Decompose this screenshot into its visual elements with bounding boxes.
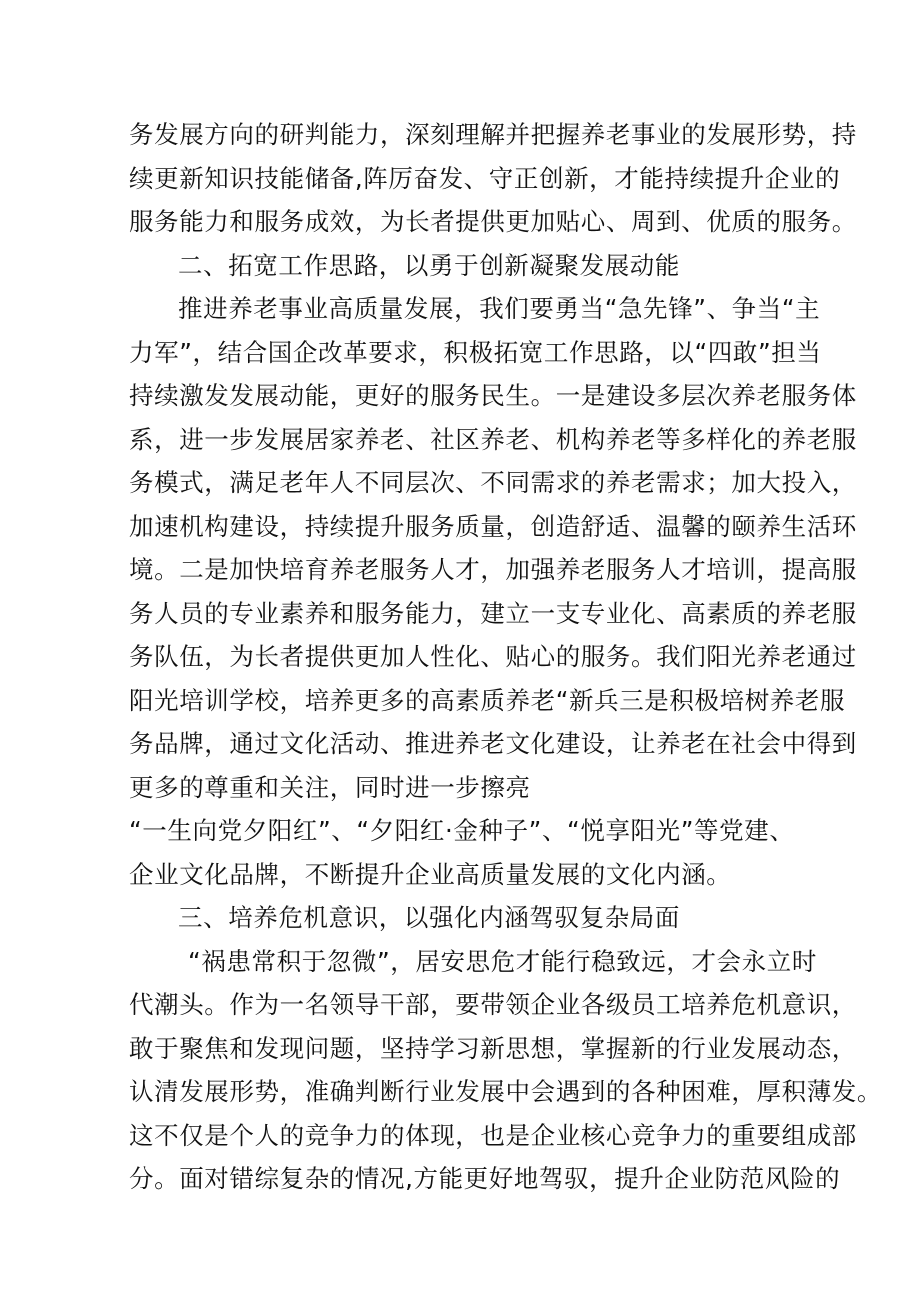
body-line-12: 务人员的专业素养和服务能力，建立一支专业化、高素质的养老服 [129, 599, 857, 628]
body-line-3: 服务能力和服务成效，为长者提供更加贴心、周到、优质的服务。 [129, 207, 857, 236]
body-line-9: 务模式，满足老年人不同层次、不同需求的养老需求；加大投入， [129, 468, 857, 497]
body-line-1: 务发展方向的研判能力，深刻理解并把握养老事业的发展形势，持 [129, 120, 857, 149]
body-line-20: “祸患常积于忽微”，居安思危才能行稳致远，才会永立时 [188, 947, 817, 976]
body-line-23: 认清发展形势，准确判断行业发展中会遇到的各种困难，厚积薄发。 [129, 1077, 882, 1106]
body-line-7: 持续激发发展动能，更好的服务民生。一是建设多层次养老服务体 [129, 381, 857, 410]
body-line-21: 代潮头。作为一名领导干部，要带领企业各级员工培养危机意识， [129, 990, 857, 1019]
body-line-10: 加速机构建设，持续提升服务质量，创造舒适、温馨的颐养生活环 [129, 512, 857, 541]
body-line-13: 务队伍，为长者提供更加人性化、贴心的服务。我们阳光养老通过 [129, 642, 857, 671]
body-line-6: 力军”，结合国企改革要求，积极拓宽工作思路，以“四敢”担当 [129, 338, 822, 367]
section-heading-3: 三、培养危机意识，以强化内涵驾驭复杂局面 [178, 903, 680, 932]
body-line-14: 阳光培训学校，培养更多的高素质养老“新兵三是积极培树养老服 [129, 686, 846, 715]
body-line-2: 续更新知识技能储备,阵厉奋发、守正创新，才能持续提升企业的 [129, 164, 841, 193]
body-line-18: 企业文化品牌，不断提升企业高质量发展的文化内涵。 [129, 860, 732, 889]
body-line-25: 分。面对错综复杂的情况,方能更好地驾驭，提升企业防范风险的 [129, 1164, 841, 1193]
body-line-22: 敢于聚焦和发现问题，坚持学习新思想，掌握新的行业发展动态， [129, 1034, 857, 1063]
body-line-15: 务品牌，通过文化活动、推进养老文化建设，让养老在社会中得到 [129, 729, 857, 758]
body-line-11: 境。二是加快培育养老服务人才，加强养老服务人才培训，提高服 [129, 555, 857, 584]
body-line-8: 系，进一步发展居家养老、社区养老、机构养老等多样化的养老服 [129, 425, 857, 454]
section-heading-2: 二、拓宽工作思路，以勇于创新凝聚发展动能 [178, 251, 680, 280]
body-line-16: 更多的尊重和关注，同时进一步擦亮 [129, 773, 531, 802]
body-line-5: 推进养老事业高质量发展，我们要勇当“急先锋”、争当“主 [178, 294, 821, 323]
body-line-17: “一生向党夕阳红”、“夕阳红·金种子”、“悦享阳光”等党建、 [129, 816, 795, 845]
body-line-24: 这不仅是个人的竞争力的体现，也是企业核心竞争力的重要组成部 [129, 1121, 857, 1150]
